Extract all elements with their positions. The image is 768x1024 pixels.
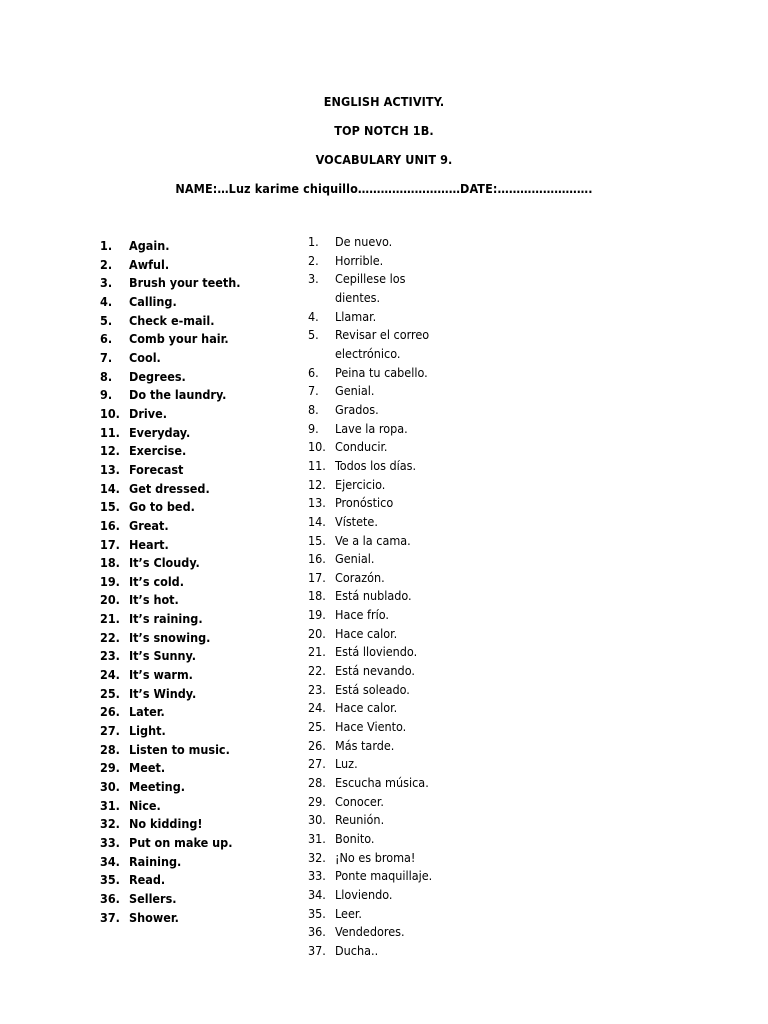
english-word-item <box>100 647 300 666</box>
english-word-item-text: Light. <box>129 723 166 739</box>
spanish-word-item-text: Más tarde. <box>335 737 395 753</box>
spanish-word-item-text: Vendedores. <box>335 924 405 940</box>
spanish-word-item <box>308 233 448 252</box>
english-word-item <box>100 722 300 741</box>
spanish-word-item <box>308 625 448 644</box>
spanish-word-item-text: Está lloviendo. <box>335 644 418 660</box>
english-word-item-text: Do the laundry. <box>129 387 227 403</box>
spanish-word-item-text: Lave la ropa. <box>335 420 408 436</box>
english-word-item-text: Cool. <box>129 349 161 365</box>
spanish-word-item-text: Ducha.. <box>335 942 379 958</box>
english-word-item <box>100 517 300 536</box>
spanish-word-item <box>308 755 448 774</box>
spanish-word-item <box>308 737 448 756</box>
english-word-item-number: 34. <box>100 853 120 869</box>
spanish-word-item-text: Ejercicio. <box>335 476 386 492</box>
spanish-word-item <box>308 830 448 849</box>
english-word-item <box>100 274 300 293</box>
english-word-item-text: Later. <box>129 704 165 720</box>
english-word-item-number: 28. <box>100 741 120 757</box>
english-word-item-number: 5. <box>100 312 113 328</box>
english-vocabulary-list <box>100 237 300 927</box>
english-word-item <box>100 629 300 648</box>
spanish-word-item <box>308 699 448 718</box>
english-word-item-text: Put on make up. <box>129 835 233 850</box>
spanish-vocabulary-list <box>308 233 448 961</box>
english-word-item-number: 20. <box>100 592 120 608</box>
spanish-word-item-number: 3. <box>308 271 319 287</box>
english-word-item-number: 10. <box>100 405 120 421</box>
spanish-word-item-text: Genial. <box>335 383 375 399</box>
english-word-item-text: Read. <box>129 872 166 888</box>
spanish-word-item-number: 36. <box>308 924 326 940</box>
english-word-item <box>100 591 300 610</box>
spanish-word-item-text: Grados. <box>335 401 379 417</box>
english-word-item <box>100 834 300 853</box>
english-word-item-number: 6. <box>100 331 113 347</box>
spanish-word-item <box>308 942 448 961</box>
english-word-item-text: Heart. <box>129 536 169 552</box>
english-word-item-number: 37. <box>100 909 120 925</box>
spanish-word-item <box>308 643 448 662</box>
spanish-word-item-text: Vístete. <box>335 513 378 529</box>
spanish-word-item-text: Ve a la cama. <box>335 532 411 548</box>
spanish-word-item <box>308 867 448 886</box>
english-word-item-text: Check e-mail. <box>129 312 215 328</box>
english-word-item-number: 23. <box>100 648 120 664</box>
spanish-word-item-text: Llamar. <box>335 308 377 324</box>
english-word-item-text: Meeting. <box>129 779 186 795</box>
english-word-item-number: 33. <box>100 835 120 850</box>
spanish-word-item-number: 5. <box>308 327 319 343</box>
spanish-word-item-text: Cepillese los dientes. <box>335 271 406 305</box>
spanish-word-item-text: Hace frío. <box>335 607 389 623</box>
spanish-word-item-text: Genial. <box>335 551 375 567</box>
spanish-word-item <box>308 401 448 420</box>
english-word-item <box>100 293 300 312</box>
english-word-item-text: It’s Sunny. <box>129 648 197 664</box>
spanish-word-item-text: Lloviendo. <box>335 886 393 902</box>
spanish-word-item-number: 35. <box>308 905 326 921</box>
english-word-item-number: 29. <box>100 760 120 776</box>
spanish-word-item-number: 25. <box>308 719 326 735</box>
spanish-word-item <box>308 849 448 868</box>
spanish-word-item-text: Peina tu cabello. <box>335 364 428 380</box>
english-word-item-text: Meet. <box>129 760 166 776</box>
english-word-item-text: Drive. <box>129 405 167 421</box>
english-word-item-text: It’s Windy. <box>129 685 197 701</box>
unit-title: VOCABULARY UNIT 9. <box>315 152 453 167</box>
spanish-word-item-text: Pronóstico <box>335 495 394 511</box>
spanish-word-item <box>308 681 448 700</box>
english-word-item-number: 17. <box>100 536 120 552</box>
english-word-item-number: 16. <box>100 517 120 533</box>
spanish-word-item-number: 16. <box>308 551 326 567</box>
english-word-item-text: Degrees. <box>129 368 186 384</box>
english-word-item <box>100 405 300 424</box>
spanish-word-item-number: 13. <box>308 495 326 511</box>
spanish-word-item-number: 32. <box>308 849 326 865</box>
english-word-item <box>100 815 300 834</box>
spanish-word-item-number: 21. <box>308 644 326 660</box>
spanish-word-item <box>308 513 448 532</box>
spanish-word-item <box>308 382 448 401</box>
spanish-word-item <box>308 923 448 942</box>
english-word-item <box>100 610 300 629</box>
spanish-word-item-number: 18. <box>308 588 326 604</box>
spanish-word-item <box>308 270 448 307</box>
spanish-word-item-number: 26. <box>308 737 326 753</box>
spanish-word-item-number: 20. <box>308 625 326 641</box>
english-word-item-number: 15. <box>100 499 120 515</box>
spanish-word-item-number: 7. <box>308 383 319 399</box>
english-word-item <box>100 778 300 797</box>
english-word-item-text: Listen to music. <box>129 741 230 757</box>
spanish-word-item-text: Conocer. <box>335 793 384 809</box>
spanish-word-item-text: De nuevo. <box>335 234 393 249</box>
spanish-word-item-number: 30. <box>308 812 326 828</box>
english-word-item-text: Sellers. <box>129 890 177 906</box>
english-word-item-number: 14. <box>100 480 120 496</box>
english-word-item-text: Nice. <box>129 797 161 813</box>
english-word-item <box>100 853 300 872</box>
spanish-word-item-number: 23. <box>308 681 326 697</box>
spanish-word-item <box>308 364 448 383</box>
english-word-item <box>100 871 300 890</box>
english-word-item-text: No kidding! <box>129 816 203 832</box>
english-word-item-number: 24. <box>100 667 120 683</box>
spanish-word-item-number: 1. <box>308 234 319 249</box>
english-word-item <box>100 424 300 443</box>
english-word-item <box>100 890 300 909</box>
spanish-word-item <box>308 308 448 327</box>
english-word-item-text: Everyday. <box>129 424 191 440</box>
english-word-item <box>100 349 300 368</box>
spanish-word-item-text: Conducir. <box>335 439 388 455</box>
english-word-item-number: 7. <box>100 349 113 365</box>
spanish-word-item <box>308 905 448 924</box>
spanish-word-item <box>308 718 448 737</box>
spanish-word-item-text: Leer. <box>335 905 362 921</box>
spanish-word-item-text: Hace calor. <box>335 700 398 716</box>
english-word-item-number: 19. <box>100 573 120 589</box>
spanish-word-item-text: Luz. <box>335 756 358 772</box>
english-word-item-number: 31. <box>100 797 120 813</box>
spanish-word-item <box>308 550 448 569</box>
english-word-item <box>100 237 300 256</box>
english-word-item-text: Exercise. <box>129 443 187 459</box>
spanish-word-item <box>308 326 448 363</box>
english-word-item-text: Comb your hair. <box>129 331 229 347</box>
spanish-word-item <box>308 252 448 271</box>
spanish-word-item-text: Bonito. <box>335 831 375 846</box>
english-word-item-number: 32. <box>100 816 120 832</box>
english-word-item-number: 1. <box>100 238 113 253</box>
spanish-word-item-number: 12. <box>308 476 326 492</box>
spanish-word-item-number: 22. <box>308 663 326 679</box>
english-word-item-text: Calling. <box>129 293 177 309</box>
spanish-word-item-text: Escucha música. <box>335 775 429 791</box>
english-word-item <box>100 498 300 517</box>
spanish-word-item-text: Corazón. <box>335 569 385 585</box>
english-word-item <box>100 909 300 928</box>
english-word-item-number: 13. <box>100 461 120 477</box>
english-word-item-text: Shower. <box>129 909 179 925</box>
spanish-word-item <box>308 886 448 905</box>
english-word-item-number: 4. <box>100 293 113 309</box>
name-date-line: NAME:…Luz karime chiquillo………………………DATE:……………………. <box>175 181 593 196</box>
english-word-item-text: Again. <box>129 238 170 253</box>
spanish-word-item-number: 34. <box>308 886 326 902</box>
english-word-item <box>100 461 300 480</box>
spanish-word-item-text: Hace calor. <box>335 625 398 641</box>
spanish-word-item <box>308 532 448 551</box>
english-word-item-text: It’s raining. <box>129 611 203 627</box>
english-word-item-number: 11. <box>100 424 120 440</box>
english-word-item <box>100 480 300 499</box>
spanish-word-item-number: 19. <box>308 607 326 623</box>
english-word-item-text: It’s Cloudy. <box>129 555 200 571</box>
english-word-item <box>100 573 300 592</box>
spanish-word-item-text: Está soleado. <box>335 681 410 697</box>
spanish-word-item-number: 10. <box>308 439 326 455</box>
english-word-item <box>100 666 300 685</box>
english-word-item-text: Go to bed. <box>129 499 195 515</box>
english-word-item-number: 22. <box>100 629 120 645</box>
spanish-word-item-text: Está nublado. <box>335 588 412 604</box>
english-word-item <box>100 536 300 555</box>
spanish-word-item-text: ¡No es broma! <box>335 849 416 865</box>
spanish-word-item-number: 37. <box>308 942 326 958</box>
spanish-word-item <box>308 774 448 793</box>
spanish-word-item <box>308 420 448 439</box>
english-word-item <box>100 368 300 387</box>
english-word-item-number: 3. <box>100 275 113 291</box>
english-word-item <box>100 759 300 778</box>
spanish-word-item <box>308 662 448 681</box>
english-word-item <box>100 554 300 573</box>
english-word-item <box>100 386 300 405</box>
english-word-item-text: It’s hot. <box>129 592 179 608</box>
spanish-word-item-number: 29. <box>308 793 326 809</box>
spanish-word-item <box>308 494 448 513</box>
spanish-word-item-number: 9. <box>308 420 319 436</box>
english-word-item-text: It’s snowing. <box>129 629 211 645</box>
spanish-word-item-text: Horrible. <box>335 252 384 268</box>
spanish-word-item-number: 11. <box>308 457 326 473</box>
english-word-item-text: Brush your teeth. <box>129 275 241 291</box>
spanish-word-item-text: Revisar el correo electrónico. <box>335 327 430 361</box>
english-word-item-number: 21. <box>100 611 120 627</box>
spanish-word-item-text: Reunión. <box>335 812 385 828</box>
spanish-word-item <box>308 476 448 495</box>
spanish-word-item <box>308 811 448 830</box>
spanish-word-item <box>308 606 448 625</box>
english-word-item-text: Get dressed. <box>129 480 210 496</box>
spanish-word-item <box>308 587 448 606</box>
activity-title: ENGLISH ACTIVITY. <box>323 94 445 109</box>
english-word-item-number: 36. <box>100 890 120 906</box>
english-word-item-text: Great. <box>129 517 169 533</box>
spanish-word-item-number: 14. <box>308 513 326 529</box>
book-title: TOP NOTCH 1B. <box>334 123 434 138</box>
english-word-item-number: 35. <box>100 872 120 888</box>
english-word-item <box>100 703 300 722</box>
english-word-item <box>100 685 300 704</box>
spanish-word-item <box>308 793 448 812</box>
spanish-word-item <box>308 569 448 588</box>
spanish-word-item-number: 31. <box>308 831 326 846</box>
spanish-word-item-number: 33. <box>308 868 326 884</box>
spanish-word-item-number: 8. <box>308 401 319 417</box>
english-word-item-text: It’s warm. <box>129 667 193 683</box>
english-word-item-number: 26. <box>100 704 120 720</box>
english-word-item-text: Awful. <box>129 256 170 272</box>
spanish-word-item <box>308 438 448 457</box>
spanish-word-item-text: Hace Viento. <box>335 719 407 735</box>
spanish-word-item-number: 4. <box>308 308 319 324</box>
spanish-word-item-number: 6. <box>308 364 319 380</box>
spanish-word-item <box>308 457 448 476</box>
spanish-word-item-text: Ponte maquillaje. <box>335 868 433 884</box>
english-word-item-number: 25. <box>100 685 120 701</box>
spanish-word-item-number: 17. <box>308 569 326 585</box>
english-word-item-number: 18. <box>100 555 120 571</box>
english-word-item <box>100 797 300 816</box>
english-word-item-number: 2. <box>100 256 113 272</box>
spanish-word-item-number: 24. <box>308 700 326 716</box>
spanish-word-item-number: 28. <box>308 775 326 791</box>
spanish-word-item-number: 27. <box>308 756 326 772</box>
english-word-item-number: 30. <box>100 779 120 795</box>
spanish-word-item-text: Todos los días. <box>335 457 417 473</box>
english-word-item <box>100 256 300 275</box>
english-word-item-text: Forecast <box>129 461 184 477</box>
english-word-item <box>100 442 300 461</box>
spanish-word-item-text: Está nevando. <box>335 663 415 679</box>
spanish-word-item-number: 15. <box>308 532 326 548</box>
english-word-item-number: 27. <box>100 723 120 739</box>
english-word-item-number: 9. <box>100 387 113 403</box>
english-word-item <box>100 330 300 349</box>
english-word-item-text: Raining. <box>129 853 182 869</box>
english-word-item-text: It’s cold. <box>129 573 185 589</box>
english-word-item <box>100 741 300 760</box>
english-word-item-number: 12. <box>100 443 120 459</box>
english-word-item-number: 8. <box>100 368 113 384</box>
english-word-item <box>100 312 300 331</box>
spanish-word-item-number: 2. <box>308 252 319 268</box>
